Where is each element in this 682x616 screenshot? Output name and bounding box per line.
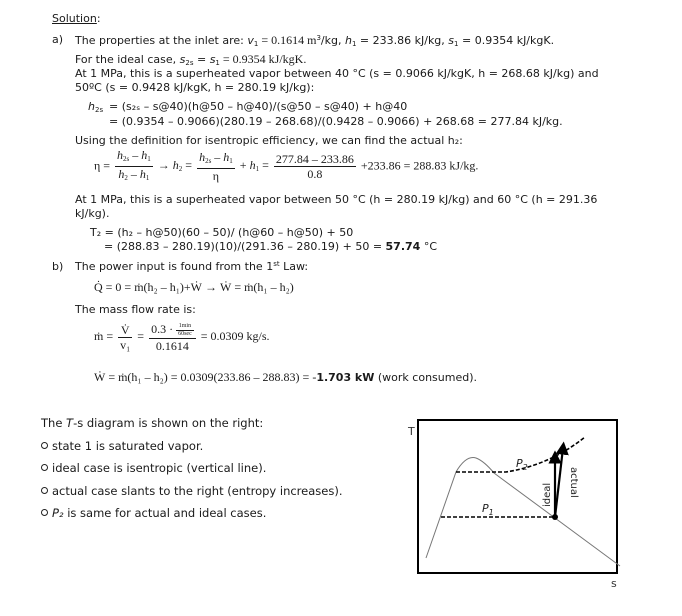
mass-flow-equation: ṁ = $\frac{V̇}{\text{v₁}}$ = 0.3 · $\frac{1\min}{60\sec}$ 0.1614 = 0.0309 kg/s.	[94, 322, 270, 353]
mdot-result: = 0.0309 kg/s.	[200, 329, 270, 344]
actual-arrow	[555, 448, 563, 517]
mass-flow-text: The mass flow rate is:	[75, 303, 196, 316]
mdot-v-num: V̇	[118, 323, 132, 338]
s-axis-label: s	[611, 577, 617, 590]
inlet-properties: The properties at the inlet are: $v_1 = 0.1614$ $m^3/kg$, $h_1 = 233.86$ kJ/kg, $s_1 = 0.9354$ kJ/kgK.	[75, 33, 555, 48]
power-input-text	[75, 260, 308, 273]
v1-unit: /kg,	[320, 34, 345, 47]
bullet-text: ideal case is isentropic (vertical line).	[52, 461, 267, 475]
first-law-equation: Q̇ = 0 = ṁ(h₂ – h₁)+Ẇ → Ẇ = ṁ(h₁ – h₂)	[94, 280, 294, 294]
ideal-label: ideal	[542, 482, 553, 507]
solution-title: Solution	[52, 12, 97, 25]
mpa-line-2: 50ºC (s = 0.9428 kJ/kgK, h = 280.19 kJ/kg):	[75, 81, 315, 94]
bullet-text: state 1 is saturated vapor.	[52, 439, 204, 453]
ideal-case-text: For the ideal case,	[75, 53, 180, 66]
bullet-text: actual case slants to the right (entropy increases).	[52, 484, 343, 498]
isentropic-text: Using the definition for isentropic efficiency, we can find the actual h₂:	[75, 134, 463, 147]
bullet-icon	[41, 487, 48, 494]
inlet-text: The properties at the inlet are:	[75, 34, 248, 47]
s1-symbol: s	[448, 34, 455, 47]
t2-eq-2	[104, 240, 437, 253]
ts-intro-post: -s diagram is shown on the right:	[73, 416, 264, 430]
bullet-icon	[41, 509, 48, 516]
work-result: 1.703 kW	[316, 371, 375, 384]
ts-bullet-2	[41, 461, 266, 475]
v1-symbol: v	[247, 34, 254, 47]
h1-value: = 233.86 kJ/kg,	[356, 34, 449, 47]
mdot-tiny-den: 60sec	[178, 330, 192, 337]
saturation-dome	[426, 458, 620, 566]
v1-value: = 0.1614 m	[258, 33, 317, 47]
ts-intro-pre: The	[41, 416, 67, 430]
p1-label: $P_1$	[482, 502, 494, 517]
h2s-label: $h_{2s}$	[88, 100, 104, 114]
t-axis-label: T	[408, 425, 415, 438]
solution-heading	[52, 12, 101, 25]
s1-value: = 0.9354 kJ/kgK.	[458, 34, 555, 47]
bullet-text: is same for actual and ideal cases.	[63, 506, 267, 520]
work-tail: (work consumed).	[374, 371, 477, 384]
part-a-label: a)	[52, 33, 64, 46]
mdot-v-den: v₁	[120, 337, 131, 352]
ts-bullet-1	[41, 439, 203, 453]
ts-intro-T: T	[66, 416, 74, 430]
work-eq-text: Ẇ = ṁ(h₁ – h₂) = 0.0309(233.86 – 288.83) = -	[94, 370, 317, 384]
mdot-lhs: ṁ =	[94, 329, 114, 344]
t2-result: 57.74	[385, 240, 421, 253]
part-b-label: b)	[52, 260, 64, 273]
h1-symbol: h	[344, 34, 352, 47]
ts-bullet-4	[41, 506, 266, 520]
t2-unit: °C	[420, 240, 438, 253]
eta-result: +233.86 = 288.83 kJ/kg.	[360, 158, 479, 173]
work-equation	[94, 370, 477, 385]
mpa-line-1: At 1 MPa, this is a superheated vapor between 40 °C (s = 0.9066 kJ/kgK, h = 268.68 kJ/kg) and	[75, 67, 599, 80]
mdot-num: 0.3 ·	[151, 322, 174, 336]
p2-label: $P_2$	[516, 457, 528, 472]
ts-intro	[41, 416, 263, 430]
bullet-p2-symbol: P₂	[52, 506, 64, 520]
actual-label: actual	[568, 467, 579, 498]
eta-frac-den: 0.8	[307, 167, 323, 181]
efficiency-equation: η = $\frac{h_{2s} - h_1}{h_2 - h_1}$ → $h_2$ = $\frac{h_{2s} - h_1}{\eta}$ + $h_1$ = $\frac{277.84 - 233.86}{0.8}$ +233.86 = 288.83 kJ/kg.	[94, 148, 479, 183]
bullet-icon	[41, 442, 48, 449]
mdot-den: 0.1614	[155, 338, 189, 353]
power-tail: Law:	[279, 260, 309, 273]
h2s-line-2: = (0.9354 – 0.9066)(280.19 – 268.68)/(0.9428 – 0.9066) + 268.68 = 277.84 kJ/kg.	[109, 115, 563, 128]
bullet-icon	[41, 464, 48, 471]
power-text: The power input is found from the 1	[75, 260, 274, 273]
eta-frac-num: 277.84 – 233.86	[275, 152, 354, 166]
ideal-case-line: For the ideal case, $s_{2s} = s_1 = 0.9354$ kJ/kgK.	[75, 52, 307, 67]
t2-eq-1: T₂ = (h₂ – h@50)(60 – 50)/ (h@60 – h@50) + 50	[90, 226, 354, 239]
t2-eq-2-text: = (288.83 – 280.19)(10)/(291.36 – 280.19) + 50 =	[104, 240, 386, 253]
h2s-line-1: = (s₂ₛ – s@40)(h@50 – h@40)/(s@50 – s@40) + h@40	[109, 100, 408, 113]
ts-bullet-3	[41, 484, 342, 498]
ideal-case-eq: = 0.9354 kJ/kgK.	[219, 52, 307, 66]
solution-colon: :	[96, 12, 101, 25]
t2-line-1: At 1 MPa, this is a superheated vapor between 50 °C (h = 280.19 kJ/kg) and 60 °C (h = 291.36	[75, 193, 598, 206]
mdot-tiny-num: 1min	[176, 323, 194, 331]
ts-diagram	[400, 415, 630, 595]
t2-line-2: kJ/kg).	[75, 207, 110, 220]
power-sup: st	[273, 260, 280, 268]
